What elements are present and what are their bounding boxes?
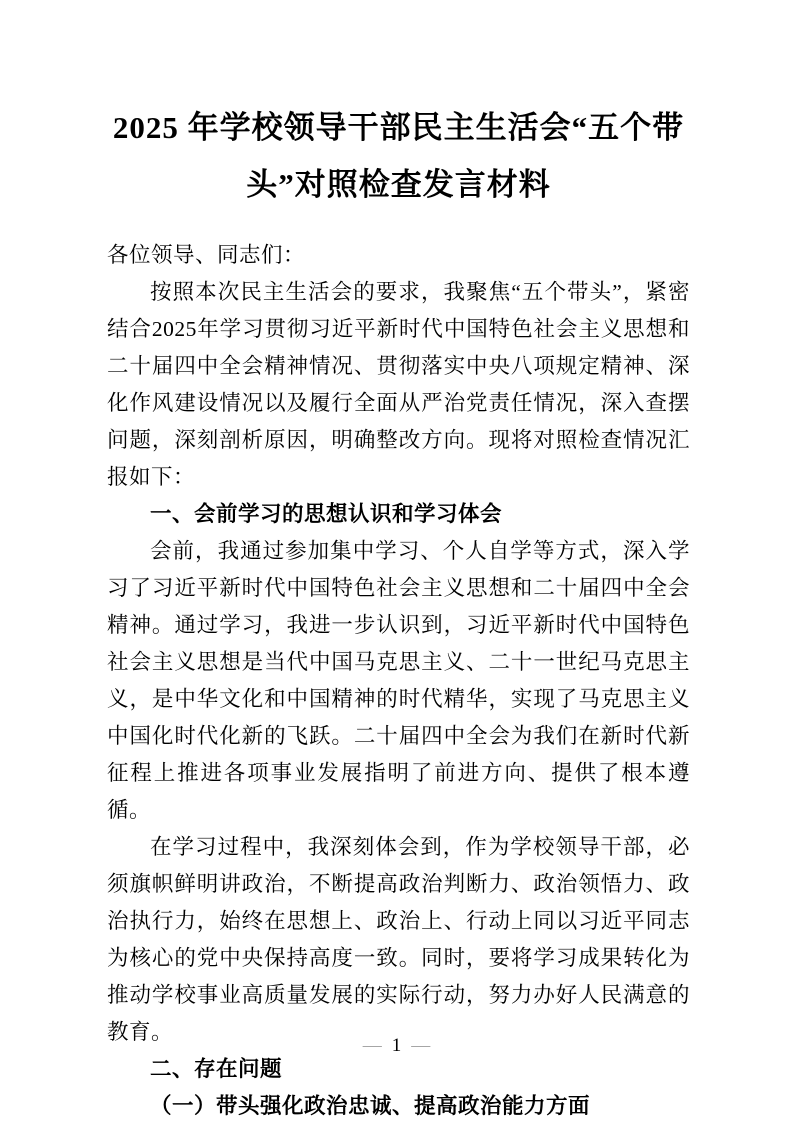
page-number: 1: [391, 1035, 402, 1056]
section-1-heading: 一、会前学习的思想认识和学习体会: [150, 502, 503, 526]
page-footer: [0, 1032, 793, 1060]
salutation: 各位领导、同志们：: [107, 243, 306, 267]
subsection-2-1-heading: （一）带头强化政治忠诚、提高政治能力方面: [150, 1094, 591, 1118]
footer-dash-left: —: [362, 1035, 382, 1056]
intro-paragraph: 按照本次民主生活会的要求，我聚焦“五个带头”，紧密结合2025年学习贯彻习近平新时代中国特色社会主义思想和二十届四中全会精神情况、贯彻落实中央八项规定精神、深化作风建设情况以及履行全面从严治党责任情况，深入查摆问题，深刻剖析原因，明确整改方向。现将对照检查情况汇报如下：: [107, 280, 690, 489]
document-title-line-1: 2025 年学校领导干部民主生活会“五个带: [112, 110, 685, 145]
document-title: [107, 99, 690, 213]
section-2-heading: 二、存在问题: [150, 1057, 283, 1081]
study-experience-paragraph: 会前，我通过参加集中学习、个人自学等方式，深入学习了习近平新时代中国特色社会主义思想和二十届四中全会精神。通过学习，我进一步认识到，习近平新时代中国特色社会主义思想是当代中国马克思主义、二十一世纪马克思主义，是中华文化和中国精神的时代精华，实现了马克思主义中国化时代化新的飞跃。二十届四中全会为我们在新时代新征程上推进各项事业发展指明了前进方向、提供了根本遵循。: [107, 539, 690, 822]
study-insight-paragraph: 在学习过程中，我深刻体会到，作为学校领导干部，必须旗帜鲜明讲政治，不断提高政治判断力、政治领悟力、政治执行力，始终在思想上、政治上、行动上同以习近平同志为核心的党中央保持高度一致。同时，要将学习成果转化为推动学校事业高质量发展的实际行动，努力办好人民满意的教育。: [107, 835, 690, 1044]
document-title-line-2: 头”对照检查发言材料: [246, 167, 551, 202]
footer-dash-right: —: [411, 1035, 431, 1056]
